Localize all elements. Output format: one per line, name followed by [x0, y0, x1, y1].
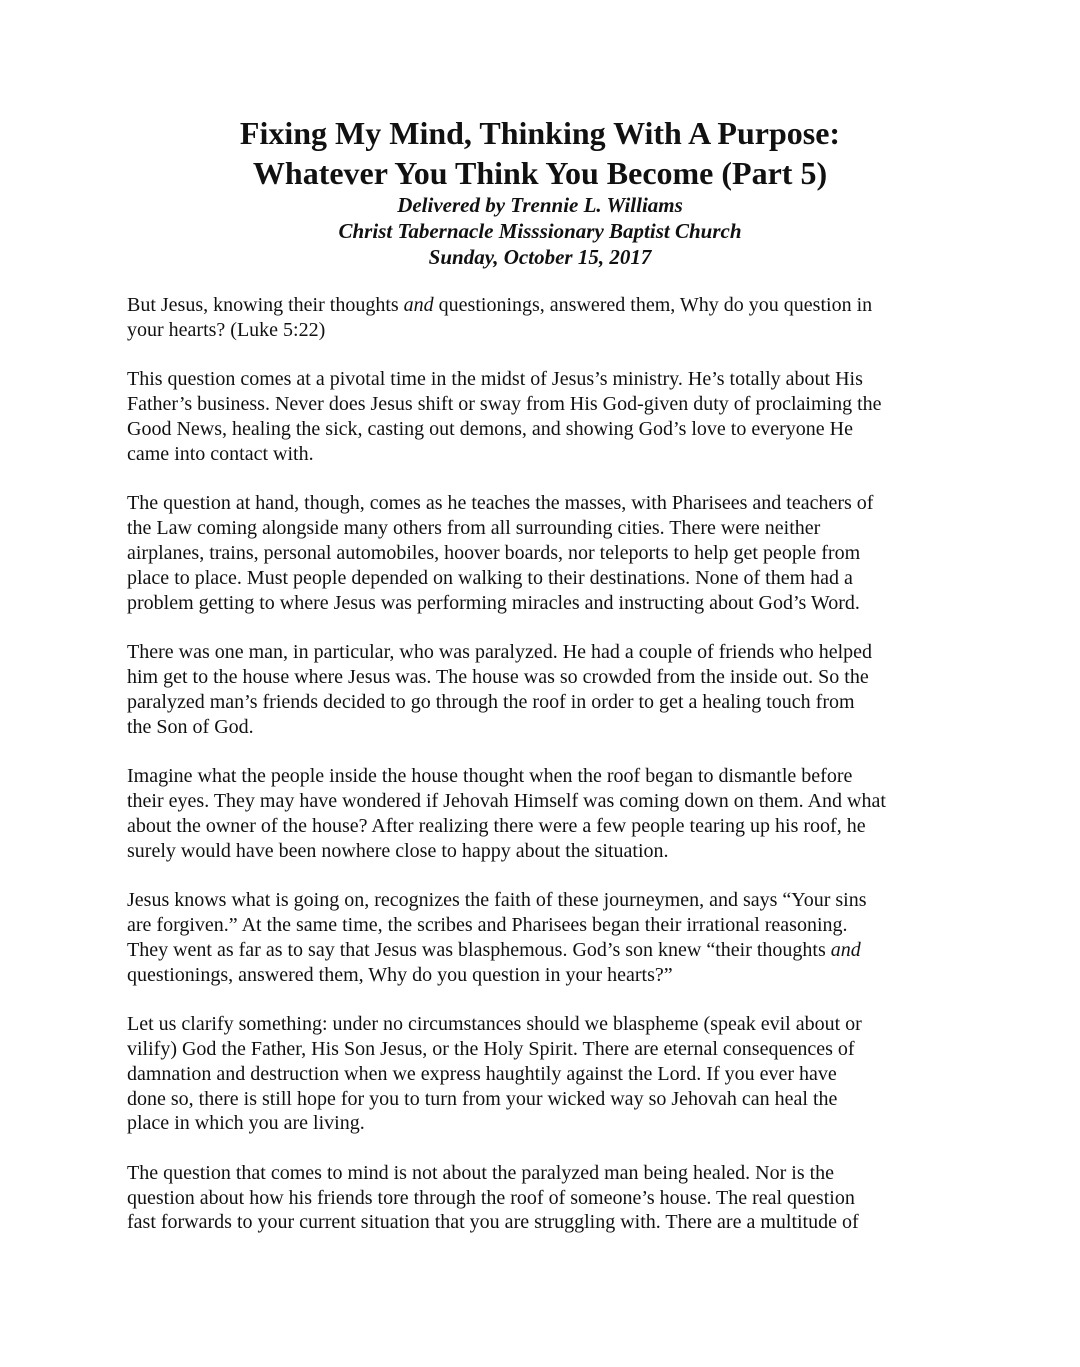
- text-segment: But Jesus, knowing their thoughts: [127, 294, 404, 316]
- text-line: Let us clarify something: under no circumstances should we blaspheme (speak evil about or: [127, 1013, 862, 1036]
- paragraph: [127, 1012, 967, 1136]
- paragraph: [127, 640, 967, 739]
- text-line: are forgiven.” At the same time, the scribes and Pharisees began their irrational reasoning.: [127, 913, 848, 936]
- text-segment: They went as far as to say that Jesus was blasphemous. God’s son knew “their thoughts: [127, 938, 831, 961]
- document-title-line-1: Fixing My Mind, Thinking With A Purpose:: [239, 115, 841, 151]
- text-line: Father’s business. Never does Jesus shift or sway from His God-given duty of proclaiming the: [127, 393, 882, 416]
- text-line: fast forwards to your current situation that you are struggling with. There are a multitude of: [127, 1211, 859, 1234]
- paragraph: [127, 888, 967, 987]
- paragraph: [127, 491, 967, 615]
- text-line: vilify) God the Father, His Son Jesus, or the Holy Spirit. There are eternal consequences of: [127, 1037, 855, 1060]
- text-line: came into contact with.: [127, 442, 314, 465]
- text-line: Good News, healing the sick, casting out demons, and showing God’s love to everyone He: [127, 417, 853, 440]
- text-line: place in which you are living.: [127, 1112, 365, 1135]
- italic-text: and: [830, 938, 861, 961]
- italic-text: and: [403, 294, 434, 316]
- church-line: Christ Tabernacle Misssionary Baptist Church: [338, 219, 742, 243]
- paragraph: [127, 764, 967, 863]
- text-line: The question that comes to mind is not about the paralyzed man being healed. Nor is the: [127, 1161, 835, 1184]
- paragraph: [127, 1161, 967, 1235]
- author-line: Delivered by Trennie L. Williams: [397, 193, 683, 217]
- text-line: question about how his friends tore through the roof of someone’s house. The real question: [127, 1186, 855, 1209]
- text-line: questionings, answered them, Why do you question in your hearts?”: [127, 963, 673, 986]
- paragraph: [127, 367, 967, 466]
- document-body: [127, 293, 967, 1260]
- text-line: paralyzed man’s friends decided to go through the roof in order to get a healing touch from: [127, 690, 855, 713]
- text-line: [127, 293, 967, 318]
- text-line: surely would have been nowhere close to happy about the situation.: [127, 839, 669, 862]
- text-line: This question comes at a pivotal time in the midst of Jesus’s ministry. He’s totally about His: [127, 368, 863, 391]
- text-line: The question at hand, though, comes as he teaches the masses, with Pharisees and teachers of: [127, 492, 874, 515]
- text-line: the Son of God.: [127, 715, 254, 738]
- text-line: about the owner of the house? After realizing there were a few people tearing up his roof, he: [127, 814, 866, 837]
- text-segment: questionings, answered them, Why do you question in: [433, 294, 873, 316]
- text-line: Imagine what the people inside the house thought when the roof began to dismantle before: [127, 765, 853, 788]
- text-line: Jesus knows what is going on, recognizes the faith of these journeymen, and says “Your sins: [127, 889, 867, 912]
- date-line: Sunday, October 15, 2017: [428, 245, 652, 269]
- paragraph: [127, 293, 967, 343]
- document-title-line-2: Whatever You Think You Become (Part 5): [252, 155, 828, 191]
- text-line: done so, there is still hope for you to turn from your wicked way so Jehovah can heal the: [127, 1087, 838, 1110]
- text-line: your hearts? (Luke 5:22): [127, 318, 326, 341]
- text-line: their eyes. They may have wondered if Jehovah Himself was coming down on them. And what: [127, 789, 886, 812]
- text-line: [127, 938, 967, 963]
- text-line: problem getting to where Jesus was performing miracles and instructing about God’s Word.: [127, 591, 860, 614]
- text-line: damnation and destruction when we express haughtily against the Lord. If you ever have: [127, 1062, 837, 1085]
- text-line: airplanes, trains, personal automobiles, hoover boards, nor teleports to help get people from: [127, 541, 861, 564]
- text-line: him get to the house where Jesus was. The house was so crowded from the inside out. So the: [127, 665, 869, 688]
- text-line: the Law coming alongside many others from all surrounding cities. There were neither: [127, 517, 821, 540]
- text-line: There was one man, in particular, who was paralyzed. He had a couple of friends who helped: [127, 641, 873, 664]
- text-line: place to place. Must people depended on walking to their destinations. None of them had a: [127, 566, 853, 589]
